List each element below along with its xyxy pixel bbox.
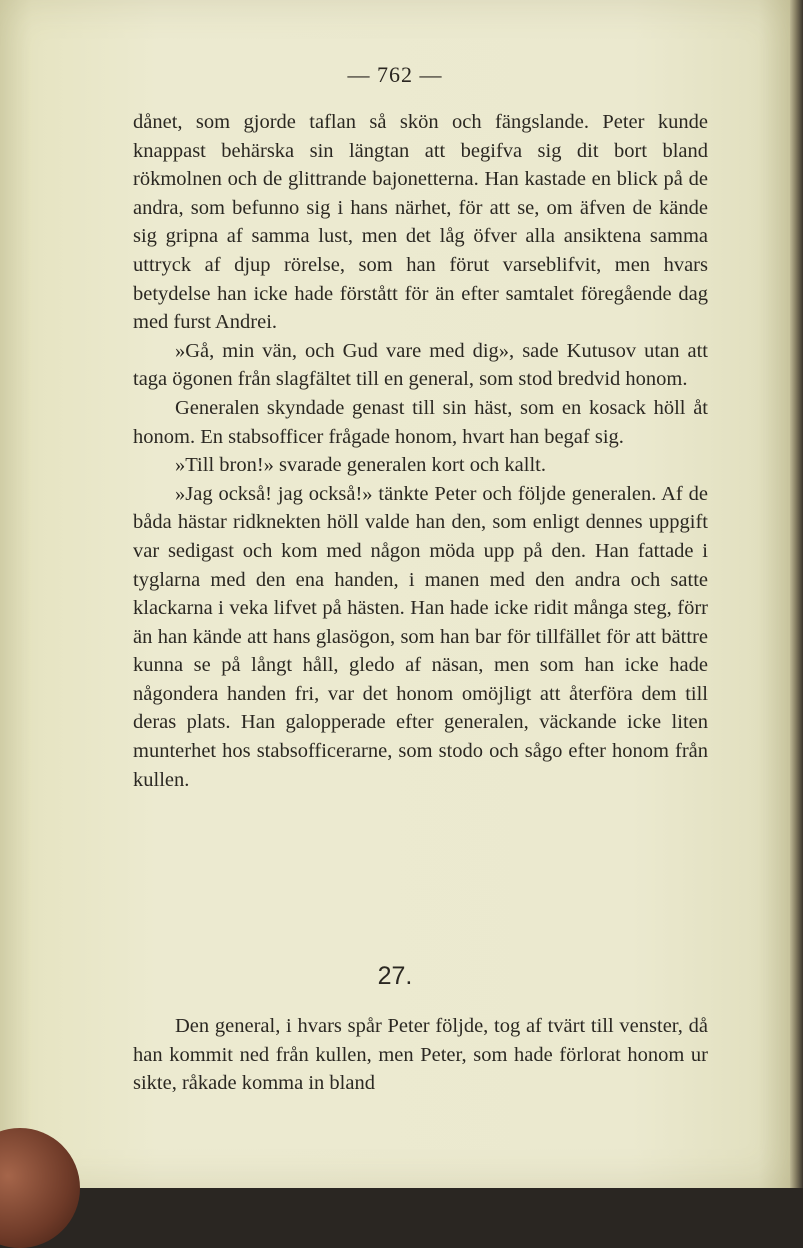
body-text — [133, 108, 708, 794]
paragraph-5: »Jag också! jag också!» tänkte Peter och följde generalen. Af de båda hästar ridknekten höll valde han den, som enligt dennes uppgift var sedigast och kom med någon möda upp på den. Han fattade i tyglarna med den ena handen, i manen med den andra och satte klackarna i veka lifvet på hästen. Han hade icke ridit många steg, förr än han kände att hans glasögon, som han bar för tillfället för att bättre kunna se på långt håll, gledo af näsan, men som han icke hade någondera handen fri, var det honom omöjligt att återföra dem till deras plats. Han galopperade efter generalen, väckande icke liten munterhet hos stabsofficerarne, som stodo och sågo efter honom från kullen. — [133, 482, 708, 791]
paragraph-1: dånet, som gjorde taflan så skön och fängslande. Peter kunde knappast behärska sin längtan att begifva sig dit bort bland rökmolnen och de glittrande bajonetterna. Han kastade en blick på de andra, som befunno sig i hans närhet, för att se, om äfven de kände sig gripna af samma lust, men det låg öfver alla ansiktena samma uttryck af djup rörelse, som han förut varseblifvit, men hvars betydelse han icke hade förstått för än efter samtalet föregående dag med furst Andrei. — [133, 111, 708, 334]
chapter-heading: 27. — [377, 962, 413, 990]
paragraph-2: »Gå, min vän, och Gud vare med dig», sade Kutusov utan att taga ögonen från slagfältet till en general, som stod bredvid honom. — [133, 339, 708, 391]
page-number: — 762 — — [347, 62, 443, 87]
paragraph-3: Generalen skyndade genast till sin häst, som en kosack höll åt honom. En stabsofficer frågade honom, hvart han begaf sig. — [133, 396, 708, 448]
paragraph-4: »Till bron!» svarade generalen kort och kallt. — [175, 454, 546, 477]
chapter-paragraph-1: Den general, i hvars spår Peter följde, tog af tvärt till venster, då han kommit ned från kullen, men Peter, som hade förlorat honom ur sikte, råkade komma in bland — [133, 1015, 708, 1095]
page-edge — [790, 0, 803, 1188]
chapter-body — [133, 1012, 708, 1098]
